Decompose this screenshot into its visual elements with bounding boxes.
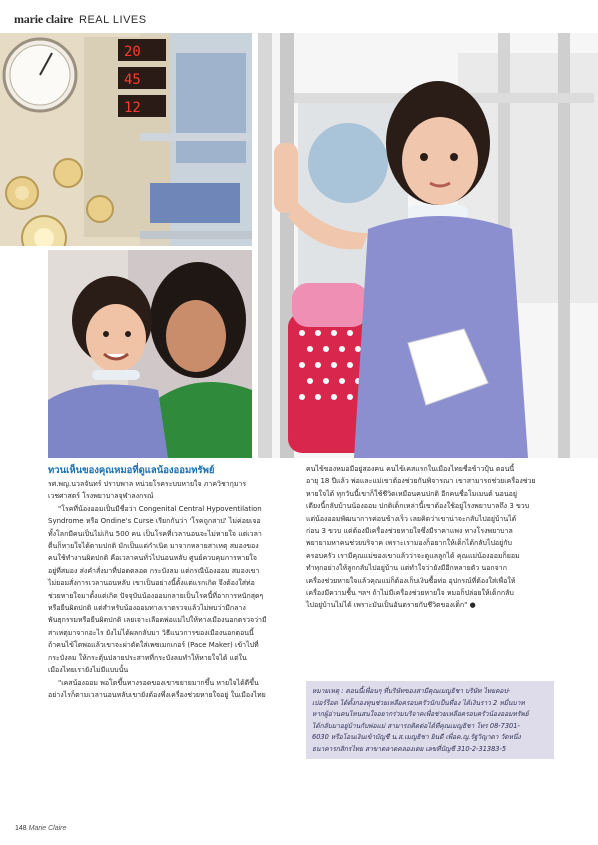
article-line: หรือยืนผิดปกติ แต่สำหรับน้องออมทางเราตรวจแล้วไม่พบว่ามีกลาง	[48, 604, 246, 613]
article-line: อยู่ที่สมอง ส่งคำสั่งมาที่ปอดตลอด กระบังลม แต่กรณีน้องออม สมองเขา	[48, 566, 260, 575]
info-line: ธนาคารกสิกรไทย สาขาตลาดคลองเตย เลขที่บัญชี 310-2-31383-5	[312, 744, 507, 753]
article-line: "โรคที่น้องออมเป็นมีชื่อว่า Congenital Central Hypoventilation	[58, 504, 262, 513]
article-line: หายใจได้ ทุกวันนี้เขาก็ใช้ชีวิตเหมือนคนปกติ อีกคนชื่อโมเมนต์ นอนอยู่	[306, 489, 517, 498]
article-line: คนใช้ทำงานผิดปกติ คือเวลาคนทั่วไปนอนหลับ ศูนย์ควบคุมการหายใจ	[48, 554, 257, 563]
info-line: หากผู้อ่านคนไหนสนใจอยากร่วมบริจาคเพื่อช่วยเหลือครอบครัวน้องออมทรัพย์	[312, 710, 529, 719]
article-line: เครื่องช่วยหายใจแล้วคุณแม่ก็ต้องเก็บเงินซื้อท่อ อุปกรณ์ที่ต้องใส่เพื่อให้	[306, 576, 516, 585]
article-line: ครอบครัว เรามีคุณแม่ของเขาแล้วว่าจะดูแลลูกได้ คุณแม่น้องออมก็ยอม	[306, 551, 520, 560]
svg-text:12: 12	[124, 100, 141, 116]
article-line: ก่อน 3 ขวบ แต่ต้องมีเครื่องช่วยหายใจซึ่งมีราคาแพง ทางโรงพยาบาล	[306, 527, 513, 536]
article-right-column	[306, 463, 552, 612]
article-line: เครื่องมีความชื้น ฯลฯ ถ้าไม่มีเครื่องช่วยหายใจ หมอก็ปล่อยให้เด็กกลับ	[306, 589, 514, 598]
info-line: ได้กลับมาอยู่บ้านกับพ่อแม่ สามารถติดต่อได้ที่คุณเมญธิชา โทร 08-7301-	[312, 721, 520, 730]
info-line: หมายเหตุ : ตอนนี้เพื่อนๆ ที่บริษัทของสามีคุณเมญธิชา บริษัท ไทยคอป-	[312, 687, 511, 695]
footer-magazine-name: Marie Claire	[28, 825, 67, 832]
article-line: เตียงนี้กลับบ้านน้องออม ปกติเด็กเหล่านี้เขาต้องใช้อยู่โรงพยาบาลถึง 3 ขวบ	[306, 502, 530, 511]
page-footer	[15, 825, 66, 832]
article-headline: ทวนเห็นของคุณหมอที่ดูแลน้องออมทรัพย์	[48, 465, 215, 476]
medical-monitor-photo	[0, 33, 252, 246]
svg-text:20: 20	[124, 44, 141, 60]
article-line: Syndrome หรือ Ondine's Curse เรียกกันว่า 'โรคถูกสาป' ไม่ค่อยเจอ	[48, 517, 261, 526]
svg-text:45: 45	[124, 72, 141, 88]
article-line: อายุ 18 ปีแล้ว พ่อและแม่เขาต้องช่วยกันพิจารณา เขาสามารถช่วยเครื่องช่วย	[306, 477, 536, 486]
donation-info-box	[306, 681, 554, 759]
article-left-column	[48, 478, 288, 701]
child-and-mother-photo	[48, 250, 252, 458]
article-line: "เคสน้องออม พอโตขึ้นทางรอดของเขาขยายมากขึ้น หายใจได้ดีขึ้น	[58, 678, 259, 687]
article-line: ไปอยู่บ้านไม่ได้ เพราะมันเป็นอันตรายกับชีวิตของเด็ก" ●	[306, 601, 476, 610]
info-line: 6030 หรือโอนเงินเข้าบัญชี น.ส.เมญธิชา ยินดี เพื่อค.ญ.รัฐวิญาดา วัดหนึ่ง	[312, 733, 521, 742]
page-number: 148	[15, 825, 27, 832]
article-line: เวชศาสตร์ โรงพยาบาลจุฬาลงกรณ์	[48, 492, 154, 501]
article-line: ทำทุกอย่างให้ลูกกลับไปอยู่บ้าน แต่ทำใจว่ายังมีอีกหลายตัว นอกจาก	[306, 564, 507, 573]
article-line: ไม่ยอมสั่งการเวลานอนหลับ เขาเป็นอย่างนี้ตั้งแต่แรกเกิด จึงต้องใส่ท่อ	[48, 579, 255, 588]
article-line: แต่น้องออมพัฒนาการค่อนข้างเร็ว เลยคิดว่าเขาน่าจะกลับไปอยู่บ้านได้	[306, 514, 517, 523]
article-line: อย่างไรก็ตามเวลานอนหลับเขายังต้องพึ่งเครื่องช่วยหายใจอยู่ ในเมืองไทย	[48, 690, 266, 699]
article-line: พันธุกรรมหรือยืนผิดปกติ เลยเจาะเลือดพ่อแม่ไปให้ทางเมืองนอกตรวจว่ามี	[48, 616, 267, 625]
article-line: ถ้าคนไข้โตพอแล้วเขาจะผ่าตัดใส่เพซเมกเกอร์ (Pace Maker) เข้าไปที่	[48, 641, 259, 650]
section-label: REAL LIVES	[79, 14, 147, 26]
article-line: ทั้งโลกมีคนเป็นไม่เกิน 500 คน เป็นโรคที่เวลานอนจะไม่หายใจ แต่เวลา	[48, 529, 262, 538]
article-line: พยายามหาคนช่วยบริจาค เพราะเรามองก็อยากให้เด็กได้กลับไปอยู่กับ	[306, 539, 512, 548]
article-line: ช่วยหายใจมาตั้งแต่เกิด ปัจจุบันน้องออมกลายเป็นโรคนี้ที่อาการหนักสุดๆ	[48, 591, 264, 600]
brand-name: marie claire	[14, 12, 74, 26]
article-line: สาเหตุมาจากอะไร ยังไม่ได้ผลกลับมา วิธีแนวการของเมืองนอกตอนนี้	[48, 628, 254, 637]
article-line: รศ.พญ.นวลจันทร์ ปราบพาล หน่วยโรคระบบหายใจ ภาควิชากุมาร	[48, 480, 247, 488]
page-header	[14, 12, 147, 27]
info-line: เปอร์ร็อด ได้ตั้งกองทุนช่วยเหลือครอบครัวนักเป็นที่อง ได้เงินราว 2 หมื่นบาท	[312, 698, 525, 707]
article-line: เมืองไทยเรายังไม่มีแบบนั้น	[48, 666, 129, 675]
article-line: ตื่นก็หายใจได้ตามปกติ มักเป็นแต่กำเนิด มาจากหลายสาเหตุ สมองของ	[48, 542, 259, 551]
article-line: คนไข้ของหมอมีอยู่สองคน คนไข้เคสแรกในเมืองไทยชื่อข้าวปุ้น ตอนนี้	[306, 465, 515, 473]
article-line: กระบังลม ให้กระตุ้นปลายประสาทที่กระบังลมทำให้หายใจได้ แต่ใน	[48, 653, 247, 662]
child-in-crib-photo	[258, 33, 598, 458]
